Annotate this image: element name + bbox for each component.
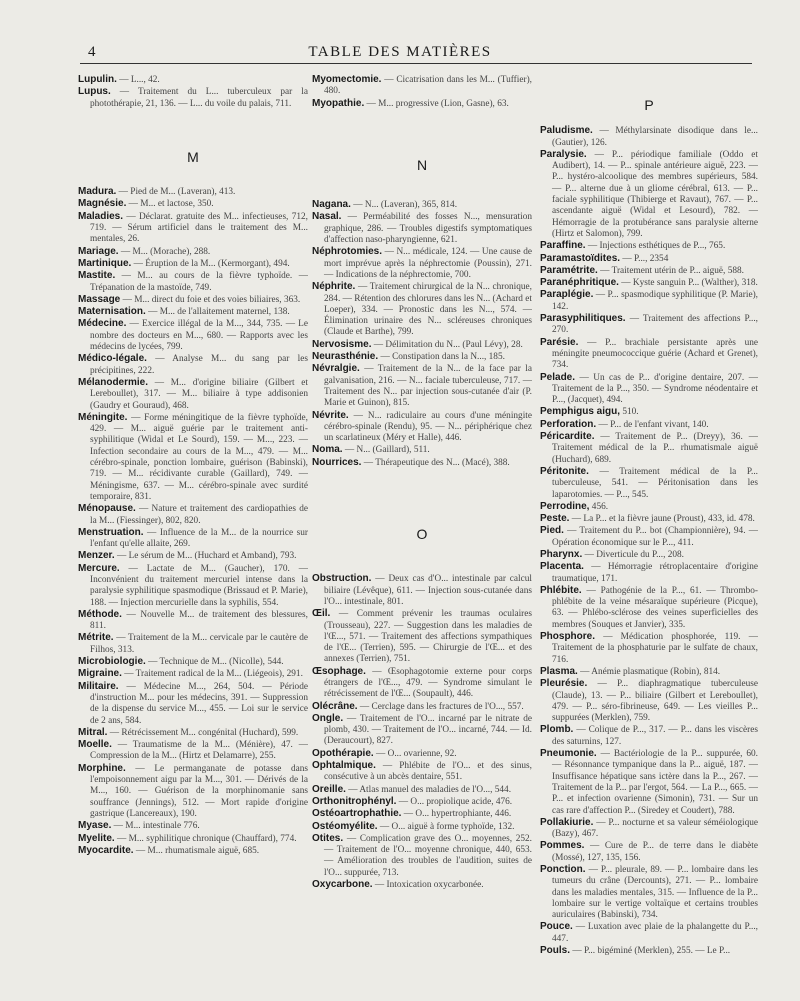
index-entry [78,503,308,527]
entry-references: — Traitement de la M... cervicale par le cautère de Filhos, 313. [90,633,308,655]
entry-term: Neurasthénie. [312,351,379,363]
entry-references: — Analyse M... du sang par les précipitines, 222. [90,354,308,376]
entry-term: Martinique. [78,257,132,269]
index-entry [312,211,532,246]
index-entry [312,199,532,211]
index-entry [312,339,532,351]
entry-term: Paranéphritique. [540,277,619,289]
entry-term: Pharynx. [540,548,583,560]
entry-references: — Éruption de la M... (Kermorgant), 494. [131,258,290,269]
entry-term: Myocardite. [78,844,134,856]
entry-references: — O... ovarienne, 92. [373,748,457,759]
entry-term: Placenta. [540,561,584,573]
entry-references: — Forme méningitique de la fièvre typhoïde, 429. — M... aiguë guérie par le traitement anti-syphilitique (Widal et Le Sourd), 159. — M..., 223. — Infection secondaire au cours de la M..., 479. — M... cérébro-spinale, ponction lombaire, guérison (Babinski), 719. — M... récidivante curable (Gaillard), 749. — Méningisme, 637. — M... cérébro-spinale avec surdité temporaire, 831. [90,412,308,502]
entry-references: — N... médicale, 124. — Une cause de mort imprévue après la néphrectomie (Poussin), 271. — Indications de la néphrectomie, 700. [324,247,532,280]
entry-term: Médecine. [78,318,127,330]
index-entry [312,821,532,833]
entry-references: — Kyste sanguin P... (Walther), 318. [618,278,758,289]
index-entry [312,573,532,608]
entry-term: Paraffine. [540,240,586,252]
entry-term: Pommes. [540,840,585,852]
index-entry [78,820,308,832]
entry-references: — Nouvelle M... de traitement des blessures, 811. [90,609,308,632]
index-entry [540,501,758,513]
entry-references: — Déclarat. gratuite des M... infectieuses, 712, 719. — Sérum artificiel dans le traitement des M... mentales, 26. [90,211,308,245]
section-letter: N [416,156,428,173]
entry-references: — M... au cours de la fièvre typhoïde. — Trépanation de la mastoïde, 749. [90,271,308,293]
entry-references: — Phlébite de l'O... et des sinus, consécutive à un abcès dentaire, 551. [324,761,532,783]
index-entry [78,258,308,270]
entry-term: Pollakiurie. [540,816,594,828]
entry-references: — Technique de M... (Nicolle), 544. [145,657,284,668]
entry-references: — Anémie plasmatique (Robin), 814. [577,666,721,677]
entry-references: — Traitement des affections P..., 270. [552,314,758,336]
index-entry [312,713,532,748]
index-entry [540,289,758,313]
index-entry [312,748,532,760]
index-entry [78,563,308,609]
index-entry [540,748,758,817]
entry-references: — Traitement chirurgical de la N... chronique, 284. — Rétention des chlorures dans les N... (Achard et Loeper), 334. — Pronostic dans les N..., 574. — Élimination urinaire des N... scléreuses chroniques (Claude et Barthe), 799. [324,282,532,338]
entry-term: Paramétrite. [540,264,598,276]
index-entry [540,840,758,864]
index-entry [78,270,308,294]
entry-term: Migraine. [78,668,122,680]
entry-term: Œil. [312,608,331,620]
index-entry [540,864,758,921]
entry-references: — M... intestinale 776. [111,821,200,832]
entry-term: Obstruction. [312,573,372,585]
entry-references: — Un cas de P... d'origine dentaire, 207. — Traitement de la P..., 350. — Syndrome néodentaire et P..., (Jacquet), 494. [552,372,758,406]
entry-references: — M... et lactose, 350. [126,199,214,210]
entry-term: Microbiologie. [78,656,146,668]
entry-references: — Nature et traitement des cardiopathies de la M... (Fiessinger), 802, 820. [90,504,308,526]
index-entry [312,796,532,808]
entry-term: Ostéomyélite. [312,820,378,832]
entry-references: — Médication phosphorée, 119. — Traitement de la phosphaturie par le sulfate de chaux, 716. [552,632,758,665]
entry-references: — N... radiculaire au cours d'une méningite cérébro-spinale (Rendu), 95. — N... périphérique chez un scarlatineux (Méry et Halle), 446. [324,410,532,444]
entry-term: Mastite. [78,270,116,282]
index-entry [78,739,308,763]
entry-references: — M... d'origine biliaire (Gilbert et Lereboullet), 317. — M... biliaire à type addisonien (Gaudry et Gouraud), 468. [90,377,308,411]
entry-term: Ophtalmique. [312,760,376,772]
entry-term: Lupus. [78,86,111,98]
entry-term: Myomectomie. [312,74,382,85]
index-entry [78,609,308,633]
entry-term: Oreille. [312,783,346,795]
entry-references: — N... (Laveran), 365, 814. [350,200,458,211]
index-entry [78,763,308,820]
index-entry [312,98,532,110]
section-letter: O [416,526,428,543]
entry-term: Paralysie. [540,148,587,160]
index-entry [78,74,308,86]
index-entry [312,666,532,701]
entry-term: Ostéoartrophathie. [312,808,402,820]
index-entry [540,525,758,549]
entry-references: — Traitement du L... tuberculeux par la photothérapie, 21, 136. — L... du voile du palais, 711. [90,87,308,109]
entry-references: — Pied de M... (Laveran), 413. [116,187,236,198]
entry-references: — O... propiolique acide, 476. [396,796,513,807]
index-entry [78,211,308,246]
entry-term: Noma. [312,444,343,456]
index-entry [78,845,308,857]
index-entry [540,678,758,724]
entry-term: Myase. [78,820,112,832]
entry-term: Olécrâne. [312,700,358,712]
entry-references: — Complication grave des O... moyennes, 252. — Traitement de l'O... moyenne chronique, 440, 653. — Amélioration des troubles de l'audition, suites de l'O... suppurée, 713. [324,833,532,878]
index-entry [540,265,758,277]
entry-references: — Œsophagotomie externe pour corps étrangers de l'Œ..., 479. — Syndrome simulant le rétrécissement de l'Œ... (Soupault), 446. [324,666,532,700]
entry-references: 510. [620,407,639,418]
entry-references: — Constipation dans la N..., 185. [378,352,505,363]
index-entry [78,656,308,668]
entry-references: — P... spasmodique syphilitique (P. Marie), 142. [552,290,758,312]
page-number: 4 [88,44,96,60]
index-entry [78,306,308,318]
index-entry [312,410,532,445]
entry-references: — Cure de P... de terre dans le diabète (Mossé), 127, 135, 156. [552,841,758,863]
index-entry [540,277,758,289]
entry-term: Nagana. [312,199,351,211]
entry-term: Morphine. [78,762,126,774]
index-entry [78,527,308,551]
index-entry [312,760,532,784]
entry-references: — M... rhumatismale aiguë, 685. [133,845,260,856]
entry-references: — Délimitation du N... (Paul Lévy), 28. [371,339,523,350]
entry-term: Méthode. [78,608,122,620]
index-entry [540,724,758,748]
index-entry [78,550,308,562]
index-entry [540,561,758,585]
entry-term: Perforation. [540,418,597,430]
entry-term: Perrodine, [540,500,590,512]
index-entry [78,294,308,306]
entry-references: 456. [589,501,609,512]
entry-term: Nasal. [312,211,342,223]
index-entry [312,351,532,363]
index-entry [540,125,758,149]
entry-references: — N... (Gaillard), 511. [342,445,430,456]
index-entry [312,701,532,713]
index-entry [540,585,758,631]
entry-term: Orthonitrophényl. [312,795,397,807]
index-entry [540,513,758,525]
entry-term: Mitral. [78,726,108,738]
entry-term: Plomb. [540,724,574,736]
entry-references: — Cerclage dans les fractures de l'O..., 557. [357,701,524,712]
index-entry [540,666,758,678]
index-entry [540,945,758,957]
entry-references: — Traumatisme de la M... (Ménière), 47. — Compression de la M... (Hirtz et Delamarre), 255. [90,740,308,762]
entry-term: Massage [78,293,121,305]
entry-references: — P... de l'enfant vivant, 140. [596,419,709,430]
header-rule [80,63,752,64]
entry-references: — Exercice illégal de la M..., 344, 735. — Le nombre des docteurs en M..., 680. — Rapports avec les médecins de lycées, 799. [90,319,308,353]
entry-term: Nervosisme. [312,338,372,350]
index-column-3 [540,74,758,994]
entry-term: Mariage. [78,245,119,257]
entry-references: — P... nocturne et sa valeur séméiologique (Bazy), 467. [552,817,758,840]
entry-term: Otites. [312,832,344,844]
entry-references: — Traitement utérin de P... aiguë, 588. [597,265,744,276]
entry-references: — Médecine M..., 264, 504. — Période d'instruction M... pour les médecins, 391. — Suppression de la dispense du service M..., 455. — Loi sur le service de 2 ans, 584. [90,681,308,726]
entry-references: — M... progressive (Lion, Gasne), 63. [364,98,509,109]
entry-references: — M... direct du foie et des voies biliaires, 363. [120,294,301,305]
entry-references: — M... syphilitique chronique (Chauffard), 774. [114,833,297,844]
entry-references: — P..., 2354 [620,253,669,264]
entry-references: — Deux cas d'O... intestinale par calcul biliaire (Lévêque), 611. — Injection sous-cutanée dans l'O... intestinale, 801. [324,574,532,607]
entry-term: Myelite. [78,832,115,844]
index-entry [540,337,758,372]
entry-term: Opothérapie. [312,747,374,759]
entry-term: Paraplégie. [540,289,594,301]
entry-references: — M... de l'allaitement maternel, 138. [145,307,290,318]
index-entry [540,240,758,252]
entry-references: — Influence de la M... de la nourrice sur l'enfant qu'elle allaite, 269. [90,527,308,550]
entry-references: — Traitement du P... bot (Championnière), 94. — Opération économique sur le P..., 411. [552,526,758,548]
entry-term: Menzer. [78,550,115,562]
index-entry [78,412,308,503]
entry-term: Névrite. [312,409,349,421]
entry-term: Nourrices. [312,456,362,468]
index-entry [78,186,308,198]
entry-references: — Hémorragie rétroplacentaire d'origine traumatique, 171. [552,562,758,584]
entry-term: Ponction. [540,864,586,875]
entry-term: Mercure. [78,562,120,574]
index-entry [540,921,758,945]
entry-references: — Intoxication oxycarbonée. [372,880,484,891]
entry-references: — P... bigéminé (Merklen), 255. — Le P... [570,946,731,957]
index-entry [540,466,758,501]
entry-references: — Rétrécissement M... congénital (Huchard), 599. [107,727,299,738]
entry-references: — Atlas manuel des maladies de l'O..., 544. [345,784,512,795]
index-entry [78,198,308,210]
entry-term: Péricardite. [540,431,595,443]
entry-references: — Pathogénie de la P..., 61. — Thrombo-phlébite de la veine mésaraïque supérieure (Picque), 63. — Phlébo-sclérose des veines superficielles des membres (Souques et Janvier), 335. [552,585,758,630]
entry-references: — Injections esthétiques de P..., 765. [585,241,726,252]
index-entry [312,74,532,98]
entry-term: Menstruation. [78,526,144,538]
entry-references: — Méthylarsinate disodique dans le... (Gautier), 126. [552,126,758,148]
entry-term: Métrite. [78,632,114,644]
entry-references: — Perméabilité des fosses N..., mensuration graphique, 286. — Troubles digestifs symptomatiques d'affection naso-pharyngienne, 621. [324,212,532,246]
index-entry [540,313,758,337]
index-entry [540,406,758,418]
index-entry [312,784,532,796]
index-entry [78,727,308,739]
entry-references: — Traitement de P... (Dreyy), 36. — Traitement médical de la P... rhumatismale aiguë (Huchard), 689. [552,432,758,465]
entry-references: — P... brachiale persistante après une méningite pneumococcique guérie (Achard et Grenet), 734. [552,337,758,371]
index-entry [540,149,758,240]
index-entry [312,808,532,820]
entry-term: Peste. [540,513,570,525]
entry-term: Œsophage. [312,665,366,677]
entry-term: Pneumonie. [540,748,597,760]
entry-term: Mélanodermie. [78,376,149,388]
index-entry [312,608,532,665]
entry-term: Paramastoïdites. [540,252,621,264]
index-entry [540,372,758,407]
entry-references: — Traitement de la N... de la face par la galvanisation, 216. — N... faciale tuberculeuse, 717. — Traitement des N... par injection sous-cutanée d'air (P. Marie et Guinon), 815. [324,364,532,409]
entry-references: — Traitement médical de la P... tuberculeuse, 541. — Péritonisation dans les laparotomies. — P..., 545. [552,466,758,500]
index-entry [312,833,532,879]
entry-term: Ménopause. [78,503,136,515]
entry-references: — La P... et la fièvre jaune (Proust), 433, id. 478. [569,514,755,525]
index-entry [78,86,308,110]
index-column-2 [312,74,532,994]
entry-term: Névralgie. [312,363,360,375]
index-entry [540,419,758,431]
entry-references: — Le permanganate de potasse dans l'empoisonnement aigu par la M..., 301. — Dérivés de la M..., 160. — Guérison de la morphinomanie sans souffrance (Jennings), 512. — Mort rapide d'origine gastrique (Lancereaux), 190. [90,763,308,819]
entry-term: Pleurésie. [540,678,588,690]
index-entry [312,246,532,281]
entry-references: — Cicatrisation dans les M... (Tuffier), 480. [324,75,532,97]
entry-references: — Comment prévenir les traumas oculaires (Trousseau), 227. — Suggestion dans les maladies de l'Œ..., 571. — Traitement des affections sympathiques de l'Œ... (Terrien), 595. — Chirurgie de l'Œ... et des annexes (Terrien), 751. [324,609,532,665]
entry-term: Néphrotomies. [312,246,383,258]
entry-references: — Traitement de l'O... incarné par le nitrate de plomb, 430. — Traitement de l'O... incarné, 744. — Id. (Deraucourt), 827. [324,713,532,747]
entry-term: Paludisme. [540,125,593,137]
index-entry [78,246,308,258]
entry-term: Pouce. [540,921,573,933]
entry-references: — Colique de P..., 317. — P... dans les viscères des saturnins, 127. [552,725,758,747]
index-entry [312,457,532,469]
index-entry [540,817,758,841]
entry-term: Pemphigus aigu, [540,406,621,418]
entry-references: — Traitement radical de la M... (Liégeois), 291. [121,669,303,680]
entry-references: — O... hypertrophiante, 446. [401,809,512,820]
entry-term: Phosphore. [540,631,596,643]
index-entry [540,631,758,666]
entry-term: Magnésie. [78,198,127,210]
entry-term: Madura. [78,186,117,198]
entry-references: — P... diaphragmatique tuberculeuse (Claude), 13. — P... biliaire (Gilbert et Lereboullet), 479. — P... séro-fibrineuse, 649. — Les vieilles P... suppurées (Merklen), 759. [552,679,758,724]
entry-term: Pied. [540,525,564,537]
index-entry [540,253,758,265]
entry-references: — Thérapeutique des N... (Macé), 388. [361,457,510,468]
page-title: TABLE DES MATIÈRES [308,44,492,60]
entry-term: Méningite. [78,411,128,423]
entry-term: Moelle. [78,739,112,751]
index-entry [78,377,308,412]
index-entry [78,833,308,845]
index-entry [78,353,308,377]
entry-term: Maternisation. [78,306,146,318]
entry-term: Péritonite. [540,465,589,477]
entry-term: Phlébite. [540,584,582,596]
entry-term: Plasma. [540,665,578,677]
entry-references: — P... périodique familiale (Oddo et Audibert), 14. — P... spinale antérieure aiguë, 223. — P... hystéro-alcoolique des membres supérieurs, 584. — P... alterne due à un gliome cérébral, 613. — P... faciale syphilitique (Thibierge et Ravaut), 767. — P... ascendante aiguë (Widal et Lesourd), 782. — Hémorragie de la protubérance sans paralysie alterne (Hirtz et Salomon), 799. [552,149,758,239]
entry-term: Médico-légale. [78,353,147,365]
section-letter: P [644,97,654,113]
entry-term: Militaire. [78,680,119,692]
index-entry [78,632,308,656]
entry-term: Parasyphilitiques. [540,313,626,325]
index-entry [312,444,532,456]
entry-references: — Lactate de M... (Gaucher), 170. — Inconvénient du traitement mercuriel intense dans la paralysie syphilitique spasmodique (Brissaud et P. Marie), 188. — Injection mercurielle dans la syphilis, 554. [90,563,308,608]
entry-term: Myopathie. [312,97,365,109]
index-entry [78,668,308,680]
index-entry [78,318,308,353]
entry-term: Parésie. [540,336,579,348]
index-entry [312,281,532,338]
entry-references: — M... (Morache), 288. [118,246,211,257]
entry-term: Pouls. [540,945,571,957]
index-entry [312,363,532,409]
section-letter: M [187,148,199,165]
entry-references: — L..., 42. [116,75,160,85]
index-entry [312,879,532,891]
entry-term: Néphrite. [312,281,356,293]
index-entry [540,549,758,561]
index-column-1 [78,74,308,994]
entry-term: Ongle. [312,712,344,724]
entry-term: Pelade. [540,371,576,383]
entry-references: — Le sérum de M... (Huchard et Amband), 793. [114,551,297,562]
entry-references: — O... aiguë à forme typhoïde, 132. [377,821,515,832]
entry-term: Lupulin. [78,74,117,85]
index-entry [78,681,308,727]
entry-references: — Bactériologie de la P... suppurée, 60. — Résonnance tympanique dans la P... aiguë, 187. — Insuffisance hépatique sans ictère dans la P..., 267. — Traitement de la P... par l'ergot, 564. — La P..., 665. — P... et infection ovarienne (Simonin), 731. — Sur un cas rare d'affection P... (Siredey et Coudert), 788. [552,749,758,816]
index-entry [540,431,758,466]
entry-term: Oxycarbone. [312,879,373,891]
entry-references: — P... pleurale, 89. — P... lombaire dans les tumeurs du crâne (Dercounts), 271. — P... lombaire dans les maladies mentales, 315. — Influence de la P... lombaire sur le vertige voltaïque et certains troubles auriculaires (Babinski), 734. [552,865,758,921]
entry-references: — Diverticule du P..., 208. [582,549,684,560]
entry-term: Maladies. [78,210,124,222]
entry-references: — Luxation avec plaie de la phalangette du P..., 447. [552,922,758,944]
